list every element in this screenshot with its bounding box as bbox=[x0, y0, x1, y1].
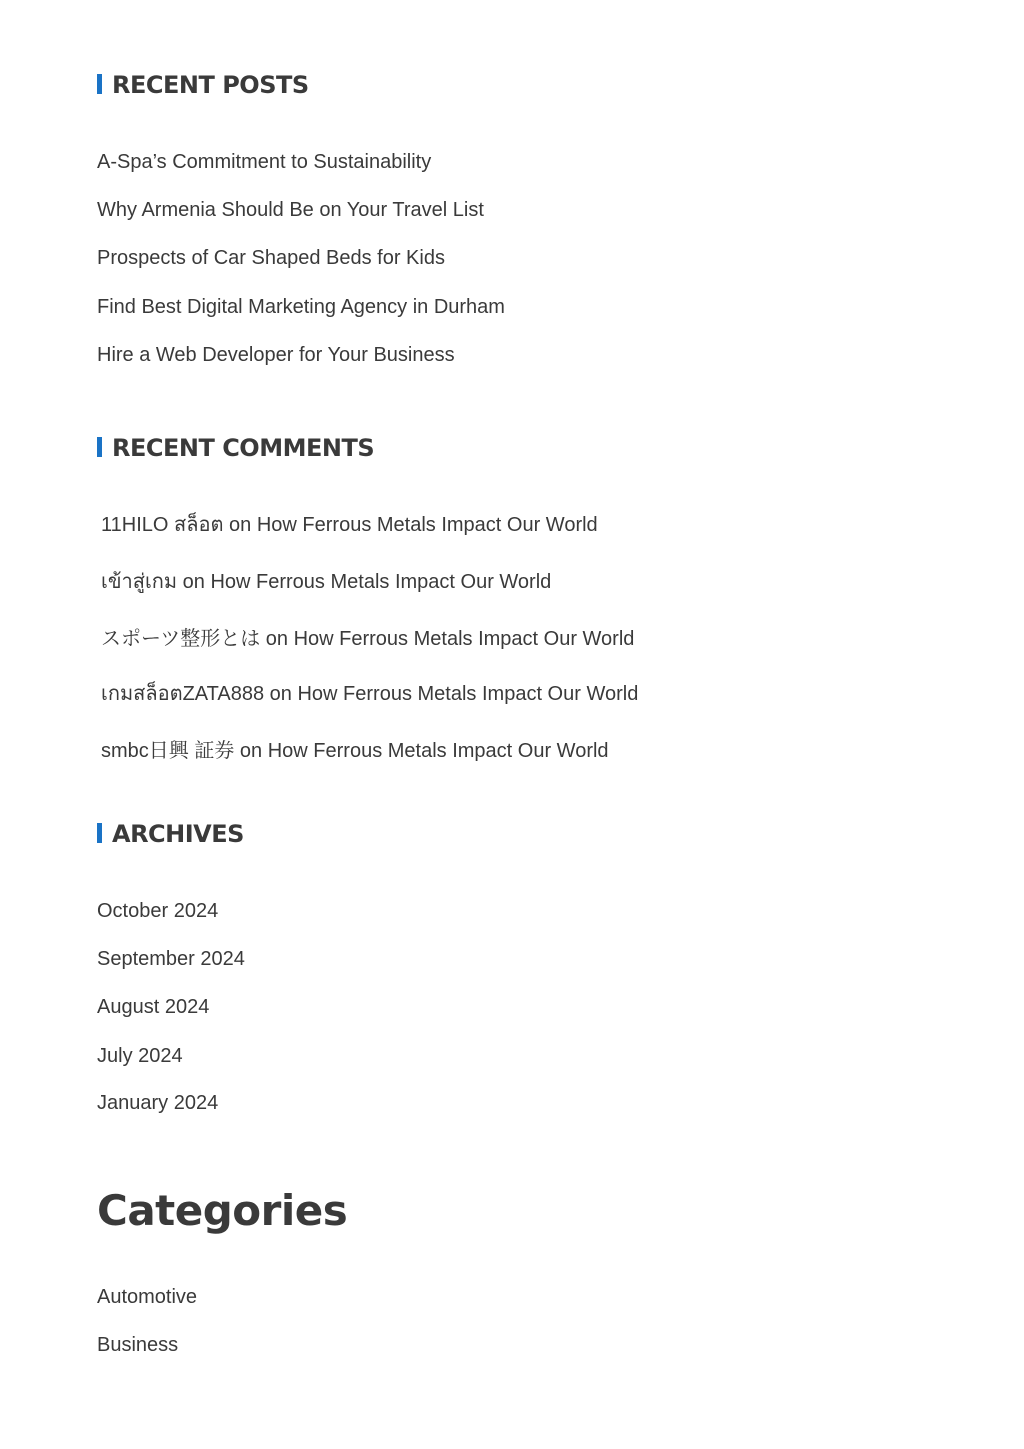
comment-on-text: on bbox=[265, 628, 289, 650]
archive-link[interactable]: January 2024 bbox=[97, 1092, 219, 1114]
comment-on-text: on bbox=[229, 514, 252, 536]
recent-comments-title: RECENT COMMENTS bbox=[97, 434, 374, 462]
category-link[interactable]: Business bbox=[97, 1334, 179, 1356]
comment-item bbox=[101, 682, 638, 706]
comment-on-text: on bbox=[269, 683, 292, 705]
comment-on-text: on bbox=[182, 571, 205, 593]
comment-post-link[interactable]: How Ferrous Metals Impact Our World bbox=[267, 740, 609, 762]
comment-item bbox=[101, 627, 634, 651]
recent-post-link[interactable]: Find Best Digital Marketing Agency in Durham bbox=[97, 296, 505, 318]
archive-link[interactable]: August 2024 bbox=[97, 996, 210, 1018]
comment-post-link[interactable]: How Ferrous Metals Impact Our World bbox=[297, 683, 639, 705]
recent-post-link[interactable]: Hire a Web Developer for Your Business bbox=[97, 344, 455, 366]
recent-post-link[interactable]: Why Armenia Should Be on Your Travel List bbox=[97, 199, 484, 221]
comment-author-link[interactable]: เกมสล็อตZATA888 bbox=[101, 683, 265, 705]
recent-post-link[interactable]: Prospects of Car Shaped Beds for Kids bbox=[97, 247, 445, 269]
comment-post-link[interactable]: How Ferrous Metals Impact Our World bbox=[293, 628, 635, 650]
recent-posts-title: RECENT POSTS bbox=[97, 71, 309, 99]
comment-item bbox=[101, 570, 551, 594]
comment-author-link[interactable]: スポーツ整形とは bbox=[101, 628, 261, 650]
comment-item bbox=[101, 739, 609, 763]
comment-author-link[interactable]: 11HILO สล็อต bbox=[101, 514, 224, 536]
comment-item bbox=[101, 513, 598, 537]
comment-post-link[interactable]: How Ferrous Metals Impact Our World bbox=[210, 571, 552, 593]
title-accent-bar bbox=[97, 74, 102, 94]
categories-title: Categories bbox=[97, 1186, 348, 1235]
archive-link[interactable]: July 2024 bbox=[97, 1045, 183, 1067]
recent-post-link[interactable]: A-Spa’s Commitment to Sustainability bbox=[97, 151, 432, 173]
archive-link[interactable]: September 2024 bbox=[97, 948, 245, 970]
comment-author-link[interactable]: smbc日興 証券 bbox=[101, 740, 235, 762]
archive-link[interactable]: October 2024 bbox=[97, 900, 219, 922]
archives-title: ARCHIVES bbox=[97, 820, 244, 848]
title-accent-bar bbox=[97, 823, 102, 843]
comment-on-text: on bbox=[239, 740, 263, 762]
title-accent-bar bbox=[97, 437, 102, 457]
comment-post-link[interactable]: How Ferrous Metals Impact Our World bbox=[256, 514, 598, 536]
comment-author-link[interactable]: เข้าสู่เกม bbox=[101, 571, 178, 593]
category-link[interactable]: Automotive bbox=[97, 1286, 198, 1308]
